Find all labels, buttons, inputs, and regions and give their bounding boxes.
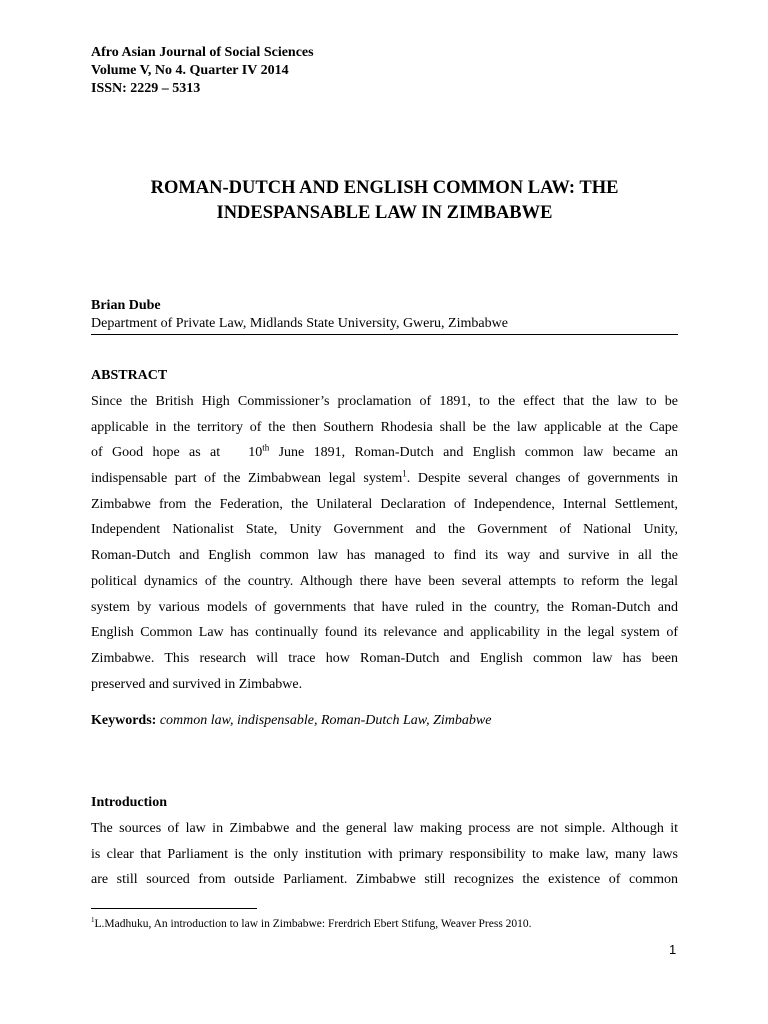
journal-issn: ISSN: 2229 – 5313 [91,81,201,96]
author-affiliation: Department of Private Law, Midlands State University, Gweru, Zimbabwe [91,316,508,331]
abstract-line [91,466,678,492]
author-name: Brian Dube [91,298,161,313]
abstract-line: Since the British High Commissioner’s proclamation of 1891, to the effect that the law to be [91,394,678,409]
paper-title-line-2: INDESPANSABLE LAW IN ZIMBABWE [216,203,553,223]
abstract-line: political dynamics of the country. Although there have been several attempts to reform the legal [91,573,678,589]
footnote-reference[interactable]: 1 [402,468,407,479]
abstract-body [91,389,678,697]
paper-title-line-1: ROMAN-DUTCH AND ENGLISH COMMON LAW: THE [150,178,619,198]
abstract-line-3-rest: June 1891, Roman-Dutch and English common law became an [278,445,679,461]
journal-header [91,44,314,98]
abstract-line: Zimbabwe. This research will trace how Roman-Dutch and English common law has been [91,650,678,666]
abstract-line: preserved and survived in Zimbabwe. [91,676,303,692]
introduction-line: are still sourced from outside Parliament. Zimbabwe still recognizes the existence of common [91,872,678,888]
footnote [91,913,532,932]
introduction-line: The sources of law in Zimbabwe and the general law making process are not simple. Although it [91,821,678,836]
introduction-line: is clear that Parliament is the only institution with primary responsibility to make law, many laws [91,846,678,862]
header-divider [91,334,678,335]
abstract-line-4-rest: . Despite several changes of governments in [406,471,678,487]
abstract-line [91,440,678,466]
introduction-heading: Introduction [91,795,167,810]
abstract-line: system by various models of governments that have ruled in the country, the Roman-Dutch and [91,599,678,615]
page-number: 1 [669,942,677,957]
abstract-line: Zimbabwe from the Federation, the Unilateral Declaration of Independence, Internal Settlement, [91,496,678,512]
abstract-line: Independent Nationalist State, Unity Government and the Government of National Unity, [91,522,678,538]
abstract-line: English Common Law has continually found its relevance and applicability in the legal system of [91,625,678,641]
journal-name: Afro Asian Journal of Social Sciences [91,45,314,60]
abstract-date-suffix: th [262,442,270,453]
abstract-line-3-start: of Good hope as at [91,445,221,461]
abstract-heading: ABSTRACT [91,368,168,383]
abstract-line-4-start: indispensable part of the Zimbabwean legal system [91,471,403,487]
introduction-body [91,816,678,893]
keywords-text: common law, indispensable, Roman-Dutch Law, Zimbabwe [159,713,492,728]
keywords-label: Keywords: [91,713,157,728]
footnote-text: L.Madhuku, An introduction to law in Zimbabwe: Frerdrich Ebert Stifung, Weaver Press 2010. [94,917,532,930]
journal-volume: Volume V, No 4. Quarter IV 2014 [91,63,289,78]
footnote-marker: 1 [91,916,95,924]
keywords [91,712,491,730]
footnote-divider [91,908,257,909]
abstract-line: Roman-Dutch and English common law has managed to find its way and survive in all the [91,548,678,564]
abstract-line: applicable in the territory of the then Southern Rhodesia shall be the law applicable at the Cape [91,419,678,435]
paper-title [91,176,678,226]
abstract-date-day: 10 [248,445,263,461]
